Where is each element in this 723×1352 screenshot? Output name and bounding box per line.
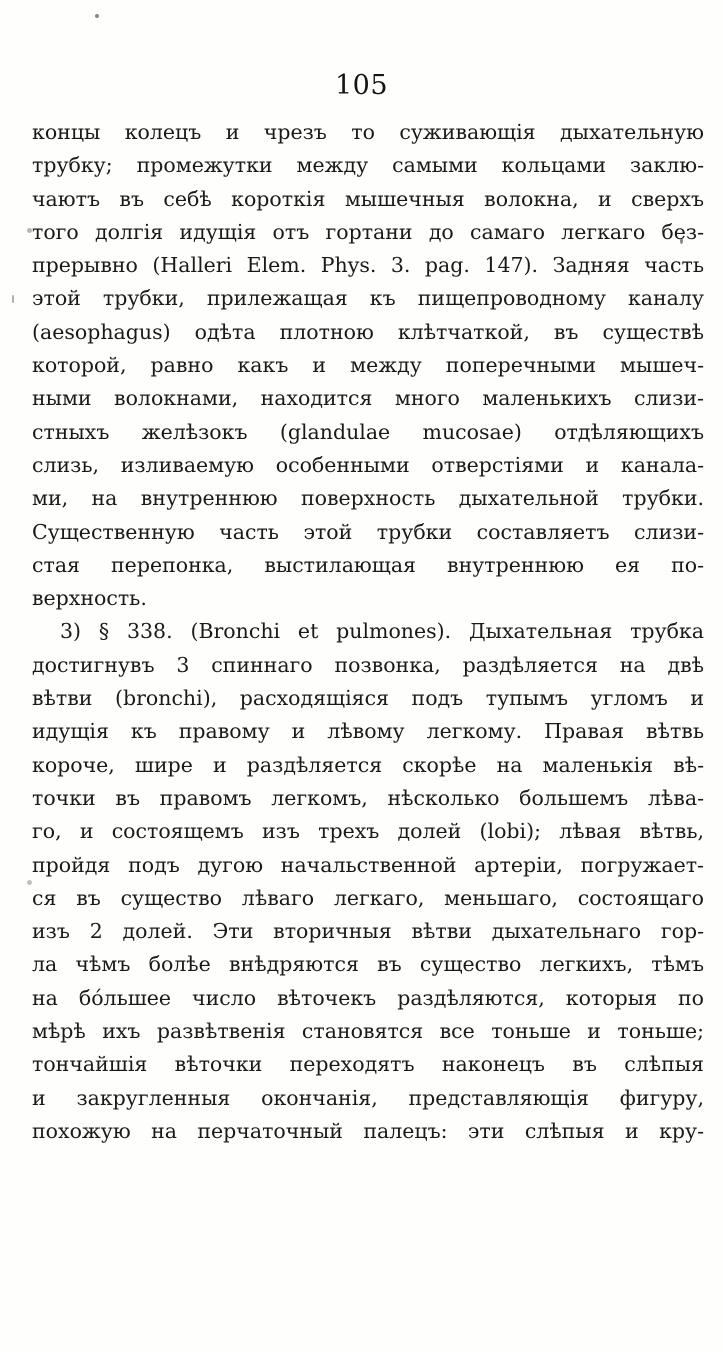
text-line: идущія къ правому и лѣвому легкому. Правая вѣтвь: [32, 719, 704, 744]
text-line: мѣрѣ ихъ развѣтвенія становятся все тоньше и тоньше;: [32, 1019, 704, 1044]
text-line: ными волокнами, находится много маленькихъ слизи-: [32, 386, 704, 411]
text-line: го, и состоящемъ изъ трехъ долей (lobi); лѣвая вѣтвь,: [32, 819, 704, 844]
ink-speck: [95, 14, 99, 18]
ink-speck: [12, 295, 14, 303]
text-line: чаютъ въ себѣ короткія мышечныя волокна, и сверхъ: [32, 186, 704, 211]
text-line: слизь, изливаемую особенными отверстіями и канала-: [32, 452, 704, 477]
text-line: (aesophagus) одѣта плотною клѣтчаткой, въ существѣ: [32, 319, 704, 344]
text-line: прерывно (Halleri Elem. Phys. 3. pag. 147). Задняя часть: [32, 253, 704, 278]
text-line: стныхъ желѣзокъ (glandulae mucosae) отдѣляющихъ: [32, 419, 704, 444]
text-line: точки въ правомъ легкомъ, нѣсколько большемъ лѣва-: [32, 785, 704, 810]
text-line: пройдя подъ дугою начальственной артеріи, погружает-: [32, 852, 704, 877]
text-line: короче, шире и раздѣляется скорѣе на маленькія вѣ-: [32, 752, 704, 777]
text-line: которой, равно какъ и между поперечными мышеч-: [32, 353, 704, 378]
text-line: изъ 2 долей. Эти вторичныя вѣтви дыхательнаго гор-: [32, 919, 704, 944]
text-line: Существенную часть этой трубки составляетъ слизи-: [32, 519, 704, 544]
paragraph-end-line: верхность.: [32, 586, 147, 611]
text-line: трубку; промежутки между самыми кольцами заклю-: [32, 153, 704, 178]
text-line: ла чѣмъ болѣе внѣдряются въ существо легкихъ, тѣмъ: [32, 952, 704, 977]
text-line: достигнувъ 3 спиннаго позвонка, раздѣляется на двѣ: [32, 652, 704, 677]
text-line: похожую на перчаточный палецъ: эти слѣпыя и кру-: [32, 1118, 704, 1143]
text-line: концы колецъ и чрезъ то суживающія дыхательную: [32, 120, 704, 144]
text-line: ми, на внутреннюю поверхность дыхательной трубки.: [32, 486, 704, 511]
text-line: на бо́льшее число вѣточекъ раздѣляются, которыя по: [32, 985, 704, 1010]
page-body-text: [32, 116, 704, 1148]
section-338-heading-line: 3) § 338. (Bronchi et pulmones). Дыхательная трубка: [60, 619, 704, 644]
text-line: стая перепонка, выстилающая внутреннюю ея по-: [32, 552, 704, 577]
text-line: того долгія идущія отъ гортани до самаго легкаго без-: [32, 219, 704, 244]
text-line: тончайшія вѣточки переходятъ наконецъ въ слѣпыя: [32, 1052, 704, 1077]
text-line: и закругленныя окончанія, представляющія фигуру,: [32, 1085, 704, 1110]
text-line: ся въ существо лѣваго легкаго, меньшаго, состоящаго: [32, 885, 704, 910]
page-number: 105: [334, 70, 389, 101]
text-line: вѣтви (bronchi), расходящіяся подъ тупымъ угломъ и: [32, 686, 704, 711]
text-line: этой трубки, прилежащая къ пищепроводному каналу: [32, 286, 704, 311]
